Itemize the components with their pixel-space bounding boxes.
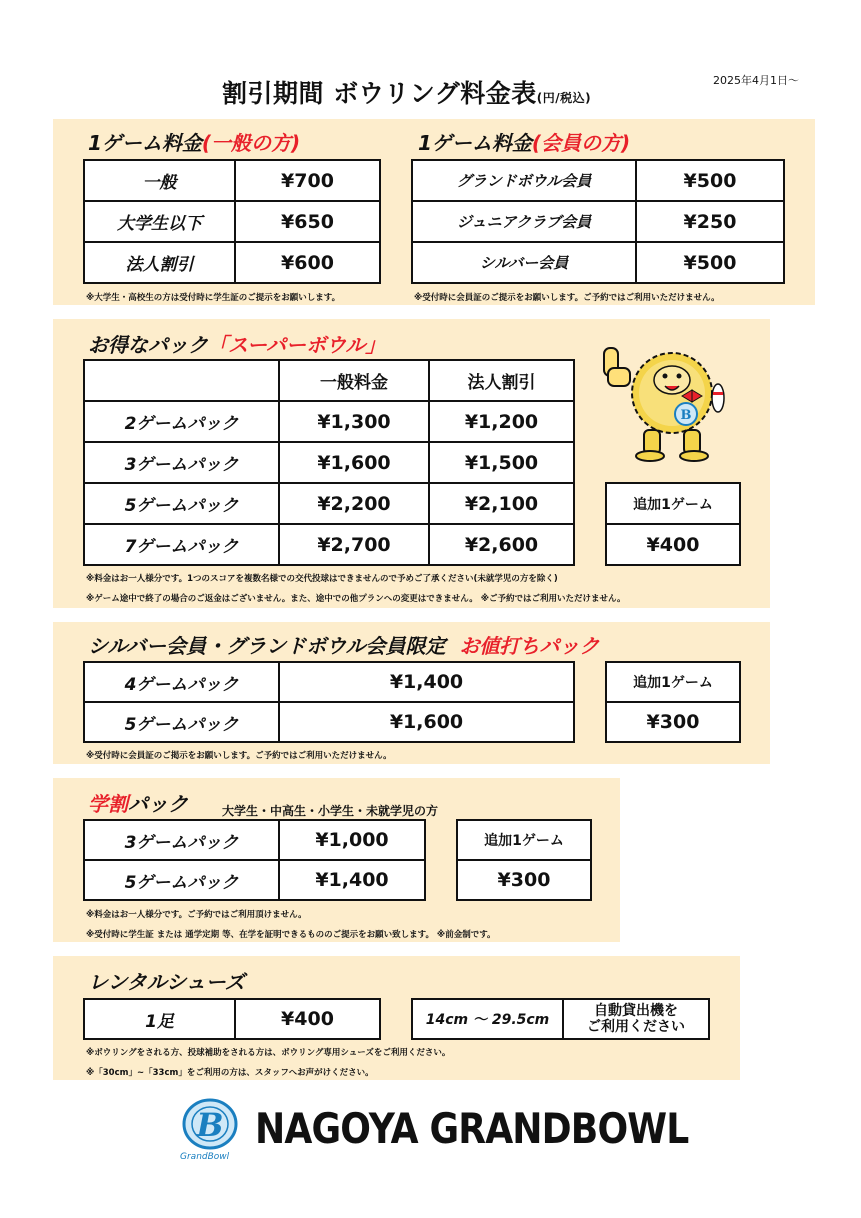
super-bowl-extra-game [605,482,741,566]
student-extra-game [456,819,592,901]
general-title-main: 1ゲーム料金 [88,131,202,155]
row-general: ¥1,600 [279,442,429,483]
col-header-general: 一般料金 [279,360,429,401]
extra-game-price-row [606,702,740,742]
page-title [222,74,591,110]
row-label: 3ゲームパック [84,820,279,860]
table-row [412,242,784,283]
member-note: ※受付時に会員証のご提示をお願いします。ご予約ではご利用いただけません。 [414,293,720,303]
machine-line-2: ご利用ください [587,1019,685,1035]
row-label: 大学生以下 [84,201,235,242]
table-row [84,242,380,283]
rental-shoes-table [83,998,381,1040]
svg-text:B: B [680,408,692,423]
table-row [84,662,574,702]
student-pack-note-2: ※受付時に学生証 または 通学定期 等、在学を証明できるもののご提示をお願い致します。 ※前金制です。 [86,930,496,940]
row-price: ¥1,400 [279,860,425,900]
general-section-title [88,127,300,156]
super-bowl-title-accent: 「スーパーボウル」 [208,333,386,357]
extra-game-price: ¥400 [606,524,740,565]
row-corporate: ¥1,500 [429,442,574,483]
table-row [84,401,574,442]
shoes-note-2: ※「30cm」~「33cm」をご利用の方は、スタッフへお声がけください。 [86,1068,374,1078]
general-price-table [83,159,381,284]
grandbowl-logo-icon [178,1096,242,1156]
super-bowl-note-1: ※料金はお一人様分です。1つのスコアを複数名様での交代投球はできませんので予めご了承ください(未就学児の方を除く) [86,574,558,584]
general-title-accent: (一般の方) [201,131,301,155]
shoe-size-table [411,998,710,1040]
row-label: 2ゲームパック [84,401,279,442]
table-row [412,201,784,242]
table-row [84,702,574,742]
row-label: 法人割引 [84,242,235,283]
table-header-row [84,360,574,401]
row-price: ¥500 [636,242,784,283]
page-title-text: 割引期間 ボウリング料金表 [222,79,537,108]
row-price: ¥1,400 [279,662,574,702]
super-bowl-title-main: お得なパック [88,333,208,357]
shoes-note-1: ※ボウリングをされる方、投球補助をされる方は、ボウリング専用シューズをご利用ください。 [86,1048,451,1058]
row-corporate: ¥1,200 [429,401,574,442]
member-section-title [418,127,630,156]
student-title-accent: 学割 [88,792,128,816]
row-label: 5ゲームパック [84,860,279,900]
silver-pack-table [83,661,575,743]
effective-date: 2025年4月1日〜 [713,74,799,87]
row-price: ¥1,600 [279,702,574,742]
row-label: 一般 [84,160,235,201]
extra-game-price: ¥300 [606,702,740,742]
shoe-size-range: 14cm ～ 29.5cm [412,999,563,1039]
row-label: 5ゲームパック [84,483,279,524]
row-price: ¥400 [235,999,380,1039]
extra-game-price-row [457,860,591,900]
row-price: ¥1,000 [279,820,425,860]
shoe-machine-notice [563,999,709,1039]
row-label: ジュニアクラブ会員 [412,201,636,242]
row-price: ¥650 [235,201,380,242]
row-corporate: ¥2,600 [429,524,574,565]
silver-pack-note: ※受付時に会員証のご掲示をお願いします。ご予約ではご利用いただけません。 [86,751,392,761]
extra-game-label: 追加1ゲーム [606,483,740,524]
col-header-corporate: 法人割引 [429,360,574,401]
logo-script: GrandBowl [180,1152,230,1162]
row-corporate: ¥2,100 [429,483,574,524]
extra-game-price-row [606,524,740,565]
table-row [84,201,380,242]
machine-line-1: 自動貸出機を [594,1003,678,1019]
row-general: ¥1,300 [279,401,429,442]
table-row [84,524,574,565]
super-bowl-title [88,329,385,358]
row-label: 5ゲームパック [84,702,279,742]
row-price: ¥500 [636,160,784,201]
table-row [84,442,574,483]
row-price: ¥250 [636,201,784,242]
logo-letter: B [196,1106,224,1144]
extra-game-label: 追加1ゲーム [457,820,591,860]
student-pack-subtitle: 大学生・中高生・小学生・未就学児の方 [222,804,439,818]
row-general: ¥2,200 [279,483,429,524]
extra-game-label-row [457,820,591,860]
general-note: ※大学生・高校生の方は受付時に学生証のご提示をお願いします。 [86,293,341,303]
table-row [412,160,784,201]
mascot-illustration [600,338,740,468]
member-title-accent: (会員の方) [531,131,631,155]
student-title-main: パック [128,792,188,816]
member-title-main: 1ゲーム料金 [418,131,532,155]
table-row [84,999,380,1039]
row-general: ¥2,700 [279,524,429,565]
rental-shoes-title: レンタルシューズ [88,970,245,994]
table-row [84,160,380,201]
row-label: グランドボウル会員 [412,160,636,201]
silver-title-main: シルバー会員・グランドボウル会員限定 [88,634,446,658]
header-empty [84,360,279,401]
table-row [84,483,574,524]
table-row [412,999,709,1039]
silver-extra-game [605,661,741,743]
member-price-table [411,159,785,284]
extra-game-label: 追加1ゲーム [606,662,740,702]
extra-game-price: ¥300 [457,860,591,900]
silver-title-accent: お値打ちパック [459,634,600,658]
row-label: 1足 [84,999,235,1039]
student-pack-note-1: ※料金はお一人様分です。ご予約ではご利用頂けません。 [86,910,307,920]
super-bowl-note-2: ※ゲーム途中で終了の場合のご返金はございません。また、途中での他プランへの変更はできません。 ※ご予約ではご利用いただけません。 [86,594,626,604]
extra-game-label-row [606,483,740,524]
row-price: ¥600 [235,242,380,283]
student-pack-title [88,788,188,817]
student-pack-table [83,819,426,901]
silver-pack-title [88,630,599,659]
table-row [84,860,425,900]
row-label: シルバー会員 [412,242,636,283]
page-title-sub: (円/税込) [536,91,592,105]
row-price: ¥700 [235,160,380,201]
row-label: 3ゲームパック [84,442,279,483]
table-row [84,820,425,860]
super-bowl-table [83,359,575,566]
brand-name: NAGOYA GRANDBOWL [255,1104,689,1153]
row-label: 4ゲームパック [84,662,279,702]
row-label: 7ゲームパック [84,524,279,565]
extra-game-label-row [606,662,740,702]
